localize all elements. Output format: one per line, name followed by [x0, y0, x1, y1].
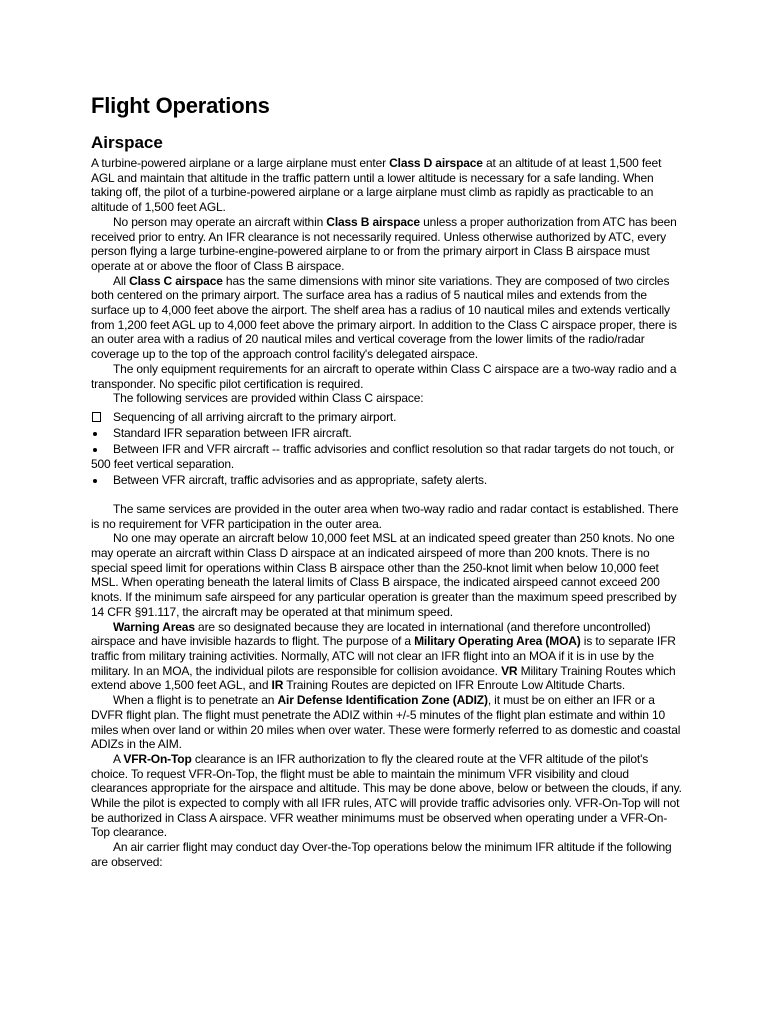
paragraph-speed-limits: No one may operate an aircraft below 10,000 feet MSL at an indicated speed greater than 250 knots. No one may operate an aircraft within Class D airspace at an indicated airspeed of more than 200 knots. There is no special speed limit for operations within Class B airspace other than the 250-knot limit when below 10,000 feet MSL. When operating beneath the lateral limits of Class B airspace, the indicated airspeed cannot exceed 200 knots. If the minimum safe airspeed for any particular operation is greater than the maximum speed prescribed by 14 CFR §91.117, the aircraft may be operated at that minimum speed. — [91, 531, 677, 619]
bold-term-ir: IR — [271, 678, 284, 693]
list-item-text: Standard IFR separation between IFR aircraft. — [113, 426, 352, 441]
services-list — [91, 410, 683, 488]
bold-term-vr: VR — [501, 663, 518, 678]
text-run: are so designated because they are located in international (and therefore uncontrolled) airspace and have invisible hazards to flight. The purpose of a — [91, 619, 651, 649]
paragraph-services-intro: The following services are provided within Class C airspace: — [113, 391, 424, 406]
text-run: at an altitude of at least 1,500 feet AGL and maintain that altitude in the traffic pattern until a lower altitude is necessary for a safe landing. When taking off, the pilot of a turbine-powered airplane or a large airplane must climb as rapidly as practicable to an altitude of 1,500 feet AGL. — [91, 156, 662, 215]
text-run: unless a proper authorization from ATC has been received prior to entry. An IFR clearance is not necessarily required. Unless otherwise authorized by ATC, every person flying a large turbine-engine-powered airplane to or from the primary airport in Class B airspace must operate at or above the floor of Class B airspace. — [91, 214, 677, 273]
paragraph-class-b — [91, 215, 683, 274]
bold-term-class-d: Class D airspace — [389, 156, 483, 170]
paragraph-class-d — [91, 156, 683, 215]
text-run: Military Training Routes which extend above 1,500 feet AGL, and — [91, 663, 676, 693]
bold-term-vfr-on-top: VFR-On-Top — [123, 751, 192, 766]
paragraph-vfr-on-top — [91, 752, 683, 840]
bold-term-class-b: Class B airspace — [326, 214, 420, 229]
text-run: When a flight is to penetrate an — [113, 693, 278, 708]
bold-term-adiz: Air Defense Identification Zone (ADIZ) — [277, 693, 488, 708]
text-run: is to separate IFR traffic from military training activities. Normally, ATC will not clear an IFR flight into an MOA if it is in use by the military. In an MOA, the individual pilots are responsible for collision avoidance. — [91, 634, 676, 678]
list-item — [91, 426, 683, 441]
text-run: has the same dimensions with minor site variations. They are composed of two circles both centered on the primary airport. The surface area has a radius of 5 nautical miles and extends from the surface up to 4,000 feet above the airport. The shelf area has a radius of 10 nautical miles and extends vertically from 1,200 feet AGL up to 4,000 feet above the primary airport. In addition to the Class C airspace proper, there is an outer area with a radius of 20 nautical miles and vertical coverage from the lower limits of the radio/radar coverage up to the top of the approach control facility's delegated airspace. — [91, 273, 677, 362]
paragraph-over-the-top: An air carrier flight may conduct day Over-the-Top operations below the minimum IFR altitude if the following are observed: — [91, 840, 672, 869]
text-run: , it must be on either an IFR or a DVFR flight plan. The flight must penetrate the ADIZ within +/-5 minutes of the flight plan estimate and within 10 miles when over land or within 20 miles when over water. These were formerly referred to as domestic and coastal ADIZs in the AIM. — [91, 693, 681, 752]
section-heading-airspace: Airspace — [91, 133, 163, 152]
paragraph-adiz — [91, 693, 683, 752]
list-item-text: Between VFR aircraft, traffic advisories and as appropriate, safety alerts. — [113, 473, 488, 488]
text-run: clearance is an IFR authorization to fly the cleared route at the VFR altitude of the pilot's choice. To request VFR-On-Top, the flight must be able to maintain the minimum VFR visibility and cloud clearances appropriate for the airspace and altitude. This may be done above, below or between the clouds, if any. While the pilot is expected to comply with all IFR rules, ATC will provide traffic advisories only. VFR-On-Top will not be authorized in Class A airspace. VFR weather minimums must be observed when operating under a VFR-On-Top clearance. — [91, 751, 682, 840]
text-run: A — [113, 751, 124, 766]
text-run: No person may operate an aircraft within — [113, 214, 327, 229]
list-item-text: Sequencing of all arriving aircraft to the primary airport. — [113, 409, 397, 424]
bold-term-class-c: Class C airspace — [129, 273, 223, 288]
text-run: A turbine-powered airplane or a large airplane must enter — [91, 156, 390, 170]
list-item-text: Between IFR and VFR aircraft -- traffic advisories and conflict resolution so that radar targets do not touch, or 500 feet vertical separation. — [91, 442, 675, 472]
bold-term-warning-areas: Warning Areas — [113, 619, 195, 634]
paragraph-equipment: The only equipment requirements for an aircraft to operate within Class C airspace are a two-way radio and a transponder. No specific pilot certification is required. — [91, 361, 677, 391]
text-run: All — [113, 273, 130, 288]
list-item — [91, 442, 683, 471]
document-page — [91, 92, 683, 870]
paragraph-outer-area: The same services are provided in the outer area when two-way radio and radar contact is established. There is no requirement for VFR participation in the outer area. — [91, 501, 679, 531]
list-item — [91, 473, 683, 488]
text-run: Training Routes are depicted on IFR Enroute Low Altitude Charts. — [283, 678, 626, 693]
bold-term-moa: Military Operating Area (MOA) — [414, 634, 581, 649]
paragraph-warning-areas — [91, 620, 683, 694]
paragraph-class-c — [91, 274, 683, 362]
page-title: Flight Operations — [91, 93, 270, 118]
list-item — [91, 410, 683, 425]
